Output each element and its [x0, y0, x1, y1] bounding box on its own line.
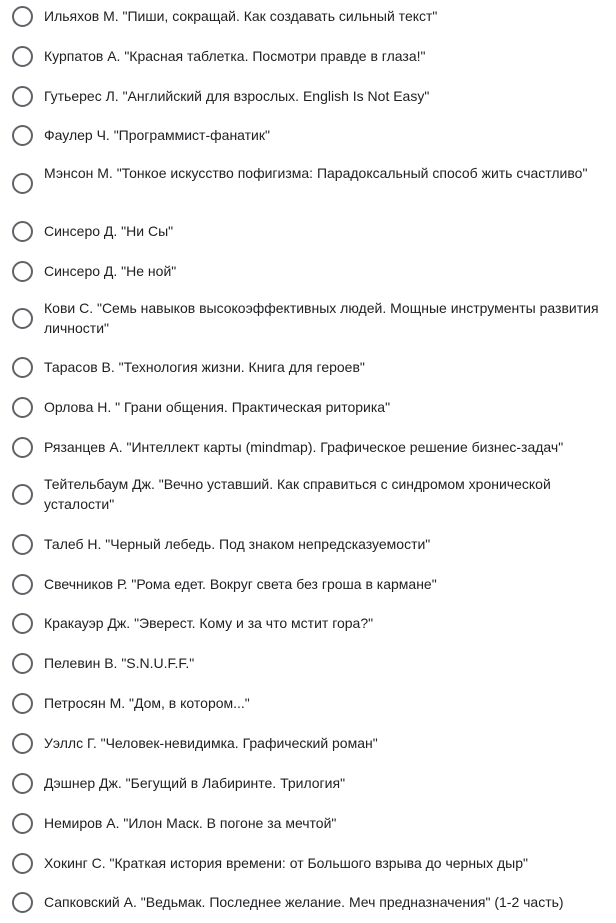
- radio-button[interactable]: [12, 86, 33, 107]
- radio-button[interactable]: [12, 813, 33, 834]
- radio-button[interactable]: [12, 773, 33, 794]
- radio-option[interactable]: [0, 4, 616, 28]
- option-label: Синсеро Д. "Ни Сы": [44, 223, 174, 239]
- option-label: Мэнсон М. "Тонкое искусство пофигизма: Парадоксальный способ жить счастливо": [44, 165, 588, 181]
- option-label: Дэшнер Дж. "Бегущий в Лабиринте. Трилогия": [44, 775, 346, 791]
- radio-option[interactable]: [0, 259, 616, 283]
- option-label: Пелевин В. "S.N.U.F.F.": [44, 655, 195, 671]
- option-label: Кови С. "Семь навыков высокоэффективных людей. Мощные инструменты развития личности": [44, 300, 599, 336]
- option-label: Тарасов В. "Технология жизни. Книга для героев": [44, 359, 365, 375]
- radio-button[interactable]: [12, 357, 33, 378]
- radio-button[interactable]: [12, 484, 33, 505]
- radio-option[interactable]: [0, 811, 616, 835]
- radio-option[interactable]: [0, 771, 616, 795]
- radio-option[interactable]: [0, 651, 616, 675]
- radio-button[interactable]: [12, 534, 33, 555]
- radio-option[interactable]: [0, 474, 616, 514]
- radio-option[interactable]: [0, 532, 616, 556]
- option-label: Тейтельбаум Дж. "Вечно уставший. Как справиться с синдромом хронической усталости": [44, 476, 551, 512]
- radio-button[interactable]: [12, 46, 33, 67]
- radio-button[interactable]: [12, 261, 33, 282]
- option-label: Немиров А. "Илон Маск. В погоне за мечтой": [44, 815, 337, 831]
- option-label: Уэллс Г. "Человек-невидимка. Графический роман": [44, 735, 378, 751]
- option-label: Талеб Н. "Черный лебедь. Под знаком непредсказуемости": [44, 536, 431, 552]
- radio-button[interactable]: [12, 853, 33, 874]
- radio-option[interactable]: [0, 691, 616, 715]
- radio-option[interactable]: [0, 395, 616, 419]
- radio-option[interactable]: [0, 123, 616, 147]
- radio-button[interactable]: [12, 653, 33, 674]
- radio-button[interactable]: [12, 173, 33, 194]
- option-label: Сапковский А. "Ведьмак. Последнее желание. Меч предназначения" (1-2 часть): [44, 894, 564, 910]
- radio-button[interactable]: [12, 308, 33, 329]
- option-label: Хокинг С. "Краткая история времени: от Большого взрыва до черных дыр": [44, 855, 528, 871]
- radio-button[interactable]: [12, 613, 33, 634]
- radio-option[interactable]: [0, 572, 616, 596]
- option-label: Ильяхов М. "Пиши, сокращай. Как создавать сильный текст": [44, 8, 438, 24]
- radio-option[interactable]: [0, 44, 616, 68]
- radio-button[interactable]: [12, 693, 33, 714]
- radio-option[interactable]: [0, 435, 616, 459]
- radio-button[interactable]: [12, 125, 33, 146]
- radio-button[interactable]: [12, 733, 33, 754]
- radio-option[interactable]: [0, 298, 616, 338]
- radio-option[interactable]: [0, 890, 616, 914]
- radio-option[interactable]: [0, 731, 616, 755]
- radio-button[interactable]: [12, 397, 33, 418]
- option-label: Фаулер Ч. "Программист-фанатик": [44, 127, 270, 143]
- radio-option[interactable]: [0, 219, 616, 243]
- option-label: Орлова Н. " Грани общения. Практическая риторика": [44, 399, 391, 415]
- option-label: Петросян М. "Дом, в котором...": [44, 695, 250, 711]
- radio-option[interactable]: [0, 355, 616, 379]
- radio-button[interactable]: [12, 6, 33, 27]
- radio-option[interactable]: [0, 84, 616, 108]
- radio-option[interactable]: [0, 163, 616, 203]
- option-label: Курпатов А. "Красная таблетка. Посмотри правде в глаза!": [44, 48, 426, 64]
- radio-button[interactable]: [12, 892, 33, 913]
- radio-button[interactable]: [12, 437, 33, 458]
- option-label: Синсеро Д. "Не ной": [44, 263, 177, 279]
- option-label: Гутьерес Л. "Английский для взрослых. English Is Not Easy": [44, 88, 430, 104]
- radio-button[interactable]: [12, 221, 33, 242]
- option-label: Кракауэр Дж. "Эверест. Кому и за что мстит гора?": [44, 615, 374, 631]
- option-label: Рязанцев А. "Интеллект карты (mindmap). Графическое решение бизнес-задач": [44, 439, 564, 455]
- option-label: Свечников Р. "Рома едет. Вокруг света без гроша в кармане": [44, 576, 437, 592]
- radio-button[interactable]: [12, 574, 33, 595]
- radio-option[interactable]: [0, 611, 616, 635]
- radio-option[interactable]: [0, 851, 616, 875]
